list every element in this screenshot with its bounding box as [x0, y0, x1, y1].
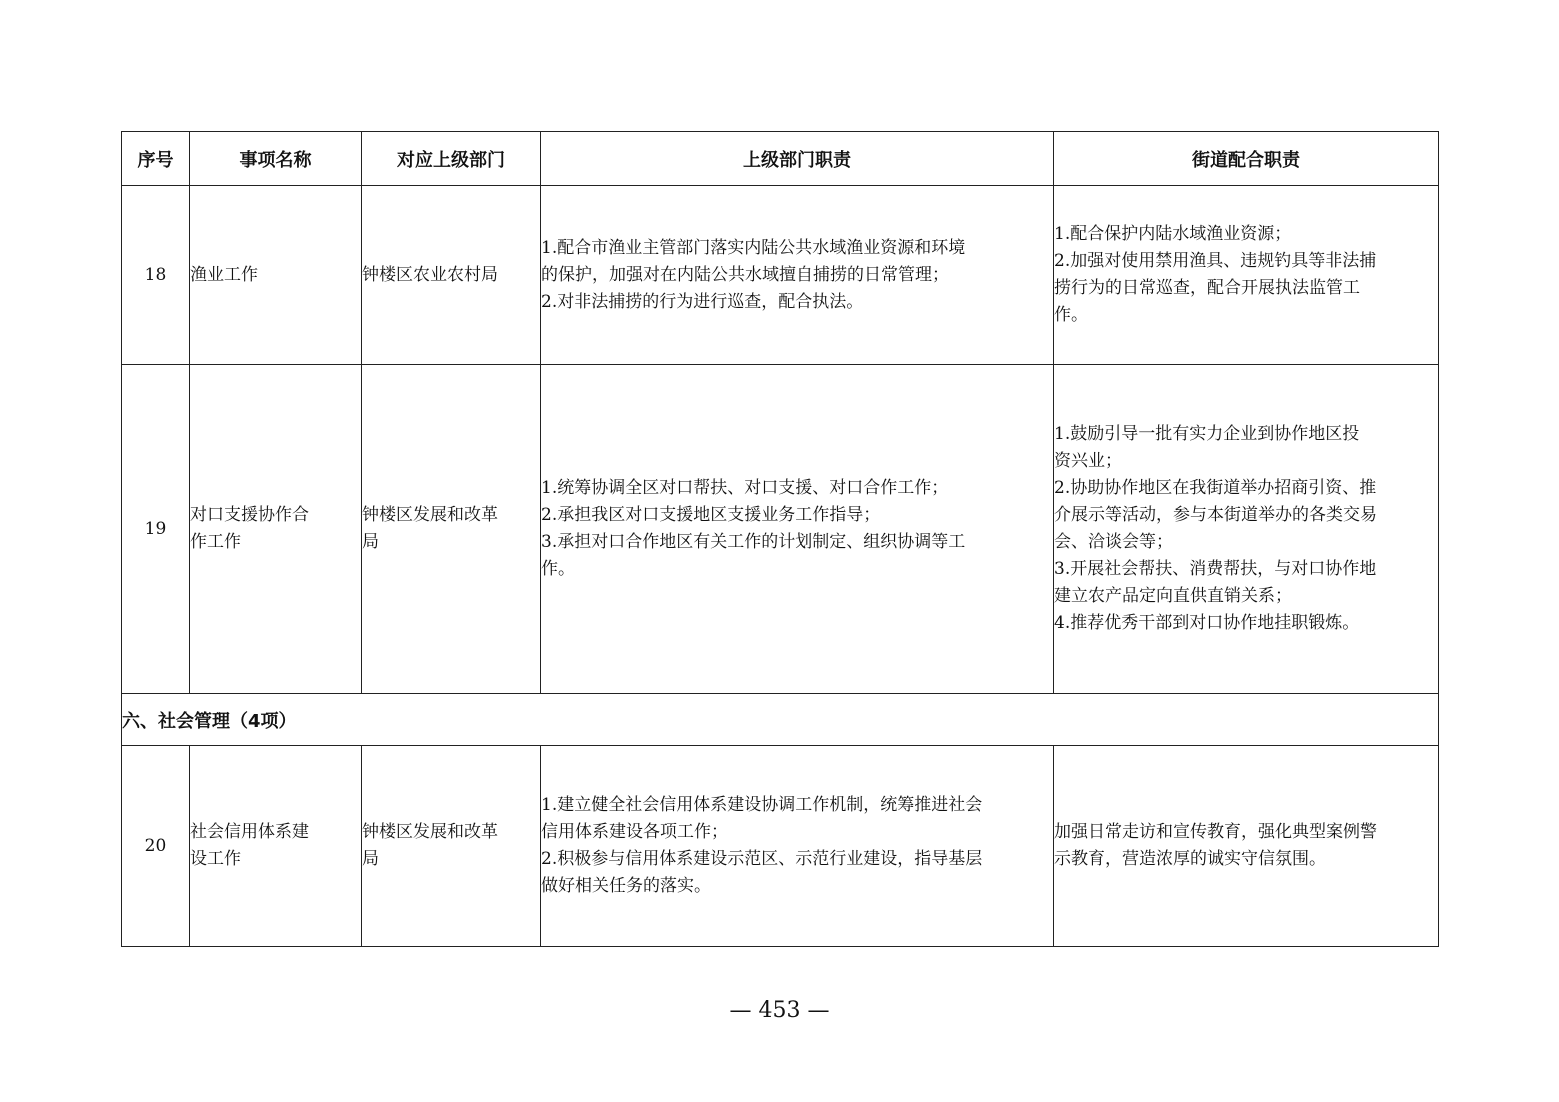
text-line: 捞行为的日常巡查，配合开展执法监管工 — [1054, 278, 1360, 298]
text-line: 建立农产品定向直供直销关系； — [1054, 586, 1292, 606]
row-item-name — [190, 186, 362, 365]
row-upper-duties — [541, 186, 1054, 365]
text-line: 信用体系建设各项工作； — [541, 822, 728, 842]
row-street-duties — [1054, 186, 1439, 365]
text-line: 1.统筹协调全区对口帮扶、对口支援、对口合作工作； — [541, 478, 949, 498]
row-street-duties — [1054, 746, 1439, 947]
header-upper-duties: 上级部门职责 — [541, 132, 1054, 186]
section-heading: 六、社会管理（4项） — [122, 694, 1439, 746]
text-line: 局 — [362, 532, 379, 552]
row-upper-dept — [362, 746, 541, 947]
text-line: 1.鼓励引导一批有实力企业到协作地区投 — [1054, 424, 1360, 444]
table-row — [122, 746, 1439, 947]
text-line: 2.承担我区对口支援地区支援业务工作指导； — [541, 505, 881, 525]
text-line: 加强日常走访和宣传教育，强化典型案例警 — [1054, 822, 1377, 842]
row-upper-dept — [362, 186, 541, 365]
text-line: 渔业工作 — [190, 264, 258, 285]
table-row — [122, 365, 1439, 694]
text-line: 作工作 — [190, 532, 241, 552]
text-line: 介展示等活动，参与本街道举办的各类交易 — [1054, 505, 1377, 525]
row-street-duties — [1054, 365, 1439, 694]
text-line: 1.配合市渔业主管部门落实内陆公共水域渔业资源和环境 — [541, 237, 966, 258]
text-line: 设工作 — [190, 849, 241, 869]
row-serial: 20 — [122, 746, 190, 947]
text-line: 对口支援协作合 — [190, 505, 309, 525]
text-line: 3.开展社会帮扶、消费帮扶，与对口协作地 — [1054, 559, 1377, 579]
row-item-name — [190, 365, 362, 694]
text-line: 会、洽谈会等； — [1054, 532, 1173, 552]
text-line: 2.对非法捕捞的行为进行巡查，配合执法。 — [541, 291, 864, 312]
section-row — [122, 694, 1439, 746]
text-line: 资兴业； — [1054, 451, 1122, 471]
text-line: 1.配合保护内陆水域渔业资源； — [1054, 224, 1292, 244]
text-line: 1.建立健全社会信用体系建设协调工作机制，统筹推进社会 — [541, 795, 983, 815]
text-line: 局 — [362, 849, 379, 869]
header-street-duties: 街道配合职责 — [1054, 132, 1439, 186]
row-item-name — [190, 746, 362, 947]
text-line: 作。 — [1054, 305, 1088, 325]
text-line: 3.承担对口合作地区有关工作的计划制定、组织协调等工 — [541, 532, 966, 552]
text-line: 示教育，营造浓厚的诚实守信氛围。 — [1054, 849, 1326, 869]
text-line: 2.积极参与信用体系建设示范区、示范行业建设，指导基层 — [541, 849, 983, 869]
responsibility-table — [121, 131, 1439, 947]
text-line: 作。 — [541, 559, 575, 579]
header-serial: 序号 — [122, 132, 190, 186]
row-serial: 19 — [122, 365, 190, 694]
text-line: 社会信用体系建 — [190, 822, 309, 842]
text-line: 4.推荐优秀干部到对口协作地挂职锻炼。 — [1054, 613, 1360, 633]
table-row — [122, 186, 1439, 365]
page-number: — 453 — — [729, 998, 830, 1023]
row-upper-dept — [362, 365, 541, 694]
text-line: 钟楼区发展和改革 — [362, 822, 498, 842]
text-line: 2.加强对使用禁用渔具、违规钓具等非法捕 — [1054, 251, 1377, 271]
text-line: 钟楼区发展和改革 — [362, 505, 498, 525]
text-line: 做好相关任务的落实。 — [541, 876, 711, 896]
row-serial: 18 — [122, 186, 190, 365]
header-item-name: 事项名称 — [190, 132, 362, 186]
row-upper-duties — [541, 746, 1054, 947]
header-upper-dept: 对应上级部门 — [362, 132, 541, 186]
text-line: 钟楼区农业农村局 — [362, 264, 498, 285]
row-upper-duties — [541, 365, 1054, 694]
text-line: 2.协助协作地区在我街道举办招商引资、推 — [1054, 478, 1377, 498]
text-line: 的保护，加强对在内陆公共水域擅自捕捞的日常管理； — [541, 264, 949, 285]
header-row — [122, 132, 1439, 186]
